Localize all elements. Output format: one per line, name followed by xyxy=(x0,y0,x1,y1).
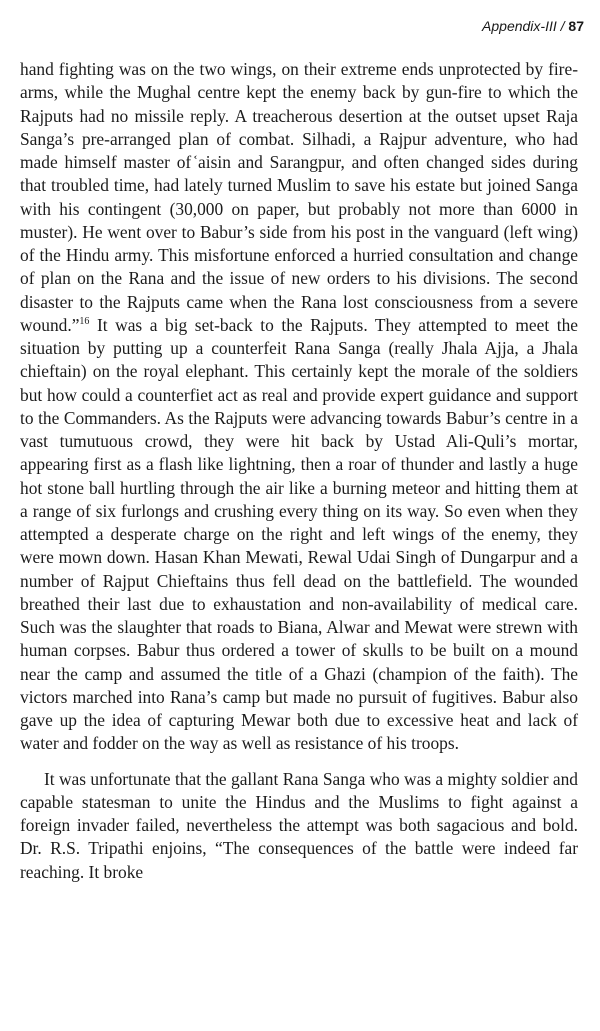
footnote-reference: 16 xyxy=(79,315,90,327)
body-text xyxy=(20,58,578,884)
section-title: Appendix-III xyxy=(482,18,557,34)
paragraph-1-text-after-note: It was a big set-back to the Rajputs. They attempted to meet the situation by putting up a counterfeit Rana Sanga (really Jhala Ajja, a Jhala chieftain) on the royal elephant. This certainly kept the morale of the soldiers but how could a counterfiet act as real and provide expert guidance and support to the Commanders. As the Rajputs were advancing towards Babur’s centre in a vast tumutuous crowd, they were hit back by Ustad Ali-Quli’s mortar, appearing first as a flash like lightning, then a roar of thunder and lastly a huge hot stone ball hurtling through the air like a burning meteor and hitting them at a range of six furlongs and crushing every thing on its way. So even when they attempted a desperate charge on the right and left wings of the enemy, they were mown down. Hasan Khan Mewati, Rewal Udai Singh of Dungarpur and a number of Rajput Chieftains thus fell dead on the battlefield. The wounded breathed their last due to exhaustation and non-availability of medical care. Such was the slaughter that roads to Biana, Alwar and Mewat were strewn with human corpses. Babur thus ordered a tower of skulls to be built on a mound near the camp and assumed the title of a Ghazi (champion of the faith). The victors marched into Rana’s camp but made no pursuit of fugitives. Babur also gave up the idea of capturing Mewar both due to excessive heat and lack of water and fodder on the way as well as resistance of his troops. xyxy=(20,314,578,754)
paragraph-2: It was unfortunate that the gallant Rana Sanga who was a mighty soldier and capable statesman to unite the Hindus and the Muslims to fight against a foreign invader failed, nevertheless the attempt was both sagacious and bold. Dr. R.S. Tripathi enjoins, “The consequences of the battle were indeed far reaching. It broke xyxy=(20,768,578,882)
page-number: 87 xyxy=(568,18,584,34)
running-header xyxy=(482,18,584,34)
paragraph-1-text-before-note: hand fighting was on the two wings, on their extreme ends unprotected by fire-arms, while the Mughal centre kept the enemy back by gun-fire to which the Rajputs had no missile reply. A treacherous desertion at the outset upset Raja Sanga’s pre-arranged plan of combat. Silhadi, a Rajpur adventure, who had made himself master of ᷾aisin and Sarangpur, and often changed sides during that troubled time, had lately turned Muslim to save his estate but joined Sanga with his contingent (30,000 on paper, but probably not more than 6000 in muster). He went over to Babur’s side from his post in the vanguard (left wing) of the Hindu army. This misfortune enforced a hurried consultation and change of plan on the Rana and the issue of new orders to his divisions. The second disaster to the Rajputs came when the Rana lost consciousness from a severe wound.” xyxy=(20,59,578,335)
paragraph-1 xyxy=(20,58,578,756)
header-separator: / xyxy=(556,18,569,34)
